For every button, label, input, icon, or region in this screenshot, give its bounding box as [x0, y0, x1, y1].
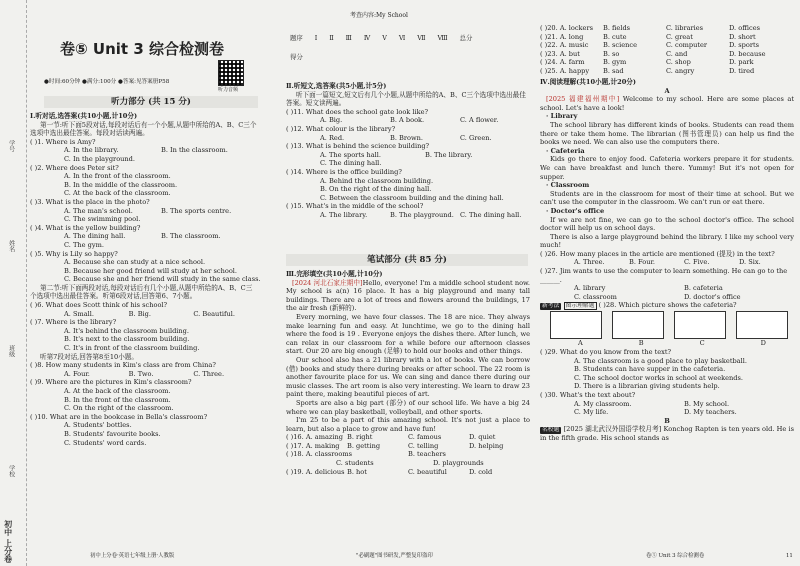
q4-option-b[interactable]: B. The classroom.	[161, 232, 221, 241]
q1-option-c[interactable]: C. In the playground.	[64, 154, 135, 163]
score-col-label: 题序	[290, 34, 303, 42]
q9-option-c[interactable]: C. On the right of the classroom.	[64, 404, 174, 413]
q28-stem: ( )28. Which picture shows the cafeteria?	[598, 301, 737, 310]
strip-label-id: 学号	[7, 140, 15, 152]
strip-label-name: 姓名	[7, 240, 15, 252]
q26-option-a[interactable]: A. Three.	[574, 258, 605, 267]
part1-block	[30, 112, 261, 447]
q5-option-c[interactable]: C. Because she and her friend will study in the same class.	[64, 275, 261, 284]
q21-option-d[interactable]: D. short	[729, 32, 756, 41]
picture-label-b: B	[638, 339, 644, 348]
score-col-8: Ⅷ	[437, 34, 448, 42]
middle-footer: "必刷题"图书研发,严整复印盗印	[356, 553, 433, 559]
q12-option-a[interactable]: A. Red.	[320, 133, 345, 142]
passage-b-text: [2025 湖北武汉外国语学校月考] Konchog Rapten is ten years old. He is in the fifth grade. His school stands as	[540, 425, 794, 443]
question-7	[30, 318, 258, 352]
q8-option-c[interactable]: C. Three.	[193, 369, 225, 378]
passage-b-intro	[540, 425, 794, 443]
middle-page	[264, 0, 536, 566]
qr-code[interactable]	[218, 60, 244, 86]
q20-option-a[interactable]: ( )20. A. lockers	[540, 24, 593, 32]
q18-option-b[interactable]: B. teachers	[408, 450, 446, 459]
q20-option-c[interactable]: C. libraries	[666, 24, 704, 32]
q17-option-b[interactable]: B. getting	[347, 441, 381, 450]
q19-option-a[interactable]: ( )19. A. delicious	[286, 467, 345, 476]
q20-option-b[interactable]: B. fields	[603, 24, 631, 32]
question-8	[30, 361, 258, 378]
left-footer: 初中上分卷·英语七年级上册·人教版	[90, 553, 175, 559]
picture-a[interactable]	[550, 311, 602, 339]
q22-option-d[interactable]: D. sports	[729, 41, 760, 50]
picture-label-a: A	[578, 339, 583, 348]
q2-option-b[interactable]: B. In the middle of the classroom.	[64, 180, 178, 189]
part4-block	[540, 78, 794, 443]
question-5	[30, 249, 261, 284]
cafeteria-heading: · Cafeteria	[546, 146, 585, 155]
q30-option-b[interactable]: B. My school.	[684, 399, 730, 408]
q25-option-a[interactable]: ( )25. A. happy	[540, 66, 590, 75]
q4-stem: ( )4. What is the yellow building?	[30, 223, 141, 232]
q2-stem: ( )2. Where does Peter sit?	[30, 163, 119, 172]
cloze-paragraph-2: Every morning, we have four classes. The 18 are nice. They always make learning fun and easy. At lunchtime, we go to the dining hall where the food is 19 . Everyone enjoys the dishes there. After lunch, we can relax in our classroom for a while before our afternoon classes start. Our 20 are big enough (足够) to hold our books and other things.	[286, 312, 530, 356]
library-text: The school library has different kinds of books. Students can read them there or take them home. The librarian (图书管理员) can help us find the books we need. We can also use the computers there.	[540, 120, 794, 147]
right-page	[536, 0, 800, 566]
q16-option-b[interactable]: B. right	[347, 433, 373, 442]
q24-option-b[interactable]: B. gym	[603, 58, 627, 67]
q2-option-c[interactable]: C. At the back of the classroom.	[64, 189, 171, 198]
cloze-source-tag: [2024 河北石家庄期中]	[292, 278, 363, 287]
score-col-3: Ⅲ	[345, 34, 352, 42]
question-18	[286, 450, 530, 459]
q22-option-a[interactable]: ( )22. A. music	[540, 41, 589, 50]
q18-option-a[interactable]: ( )18. A. classrooms	[286, 450, 353, 459]
passage-a-intro-text: Welcome to my school. Here are some places at school. Let's have a look!	[540, 95, 794, 112]
q7-stem: ( )7. Where is the library?	[30, 318, 117, 327]
q12-stem: ( )12. What colour is the library?	[286, 124, 396, 133]
q14-option-c[interactable]: C. Between the classroom building and the dining hall.	[320, 193, 504, 202]
q8-option-a[interactable]: A. Four.	[64, 369, 90, 378]
q23-option-c[interactable]: C. and	[666, 49, 688, 58]
q24-option-c[interactable]: C. shop	[666, 58, 691, 67]
q5-stem: ( )5. Why is Lily so happy?	[30, 249, 118, 258]
q23-option-b[interactable]: B. so	[603, 49, 620, 58]
q15-option-b[interactable]: B. The playground.	[390, 210, 454, 219]
q17-option-c[interactable]: C. telling	[408, 441, 439, 450]
question-1	[30, 138, 258, 164]
q2-option-a[interactable]: A. In the front of the classroom.	[64, 172, 171, 181]
exam-title: 卷⑤ Unit 3 综合检测卷	[60, 40, 224, 58]
q10-option-b[interactable]: B. Students' favourite books.	[64, 429, 161, 438]
classroom-text: Students are in the classroom for most of their time at school. But we can't use the computer in the classroom. We can't run or eat there.	[540, 189, 794, 207]
question-16	[286, 433, 530, 442]
right-footer: 卷⑤ Unit 3 综合检测卷	[646, 553, 705, 559]
question-23	[540, 50, 792, 59]
question-14	[286, 168, 530, 202]
q4-option-a[interactable]: A. The dining hall.	[64, 232, 126, 241]
q26-option-d[interactable]: D. Six.	[739, 258, 761, 267]
q3-option-b[interactable]: B. The sports centre.	[161, 206, 232, 215]
question-29	[540, 348, 794, 391]
question-2	[30, 164, 258, 198]
q27-option-c[interactable]: C. classroom	[574, 292, 617, 301]
q15-stem: ( )15. What's in the middle of the school?	[286, 202, 424, 211]
cloze-paragraph-1	[286, 279, 530, 313]
question-9	[30, 378, 258, 412]
q5-option-b[interactable]: B. Because her good friend will study at her school.	[64, 266, 238, 275]
q1-stem: ( )1. Where is Amy?	[30, 137, 96, 146]
part2-title: Ⅱ.听短文,选答案(共5小题,计5分)	[286, 82, 387, 90]
cloze-paragraph-4: Sports are also a big part (部分) of our school life. We have a big 24 where we can play basketball, volleyball, and other sports.	[286, 398, 530, 416]
q29-stem: ( )29. What do you know from the text?	[540, 348, 672, 357]
question-10	[30, 413, 258, 447]
q27-option-a[interactable]: A. library	[574, 284, 606, 293]
q7-option-b[interactable]: B. It's next to the classroom building.	[64, 335, 190, 344]
q13-stem: ( )13. What is behind the science building?	[286, 142, 430, 151]
q18-option-d[interactable]: D. playgrounds	[433, 459, 484, 468]
q25-option-b[interactable]: B. sad	[603, 66, 624, 75]
q30-option-d[interactable]: D. My teachers.	[684, 408, 737, 417]
question-4	[30, 224, 258, 250]
q1-option-b[interactable]: B. In the classroom.	[161, 146, 228, 155]
score-col-7: Ⅶ	[417, 34, 426, 42]
q27-stem: ( )27. Jim wants to use the computer to learn something. He can go to the ______.	[540, 267, 788, 284]
q7-option-c[interactable]: C. It's in front of the classroom building.	[64, 344, 200, 353]
q13-option-c[interactable]: C. The dining hall.	[320, 159, 382, 168]
strip-brand: 初中 上分卷	[3, 520, 14, 563]
q28-pictures	[540, 310, 794, 339]
page-number: 11	[786, 553, 793, 559]
q9-option-b[interactable]: B. In the front of the classroom.	[64, 395, 171, 404]
question-11	[286, 108, 530, 125]
q28-type-tag: 图示理解题	[565, 303, 595, 310]
question-17	[286, 442, 530, 451]
content-header: 考查内容:My School	[350, 12, 408, 19]
part1-instruction-1: 第一节:听下面5段对话,每段对话后有一个小题,从题中所给的A、B、C三个选项中选出最佳答案。每段对话读两遍。	[30, 120, 257, 138]
q22-option-c[interactable]: C. computer	[666, 41, 708, 50]
q22-option-b[interactable]: B. science	[603, 41, 637, 50]
cloze-paragraph-3: Our school also has a 21 library with a lot of books. We can borrow (借) books and study there during breaks or after school. The 22 room is another favourite place for us. We can sing and dance there during our music classes. The art room is also very interesting. We learn to draw 23 paint there, making beautiful pieces of art.	[286, 355, 530, 399]
passage-b-label: B	[664, 416, 670, 425]
cafeteria-text: Kids go there to enjoy food. Cafeteria workers prepare it for students. We can have breakfast and lunch there. Yummy! But it's not open for supper.	[540, 155, 794, 181]
part1-title: Ⅰ.听对话,选答案(共10小题,计10分)	[30, 112, 138, 120]
question-22	[540, 41, 792, 50]
q11-option-b[interactable]: B. A book.	[390, 116, 425, 125]
picture-label-d: D	[760, 339, 766, 348]
q17-option-a[interactable]: ( )17. A. making	[286, 441, 340, 450]
q12-option-b[interactable]: B. Brown.	[390, 133, 423, 142]
part3-block	[286, 270, 530, 476]
passage-a-source: [2025 福建福州期中]	[546, 95, 620, 104]
q24-option-a[interactable]: ( )24. A. farm	[540, 58, 585, 67]
question-18-cont	[286, 459, 530, 468]
passage-a-label: A	[664, 86, 670, 95]
q4-option-c[interactable]: C. The gym.	[64, 240, 104, 249]
q7-option-a[interactable]: A. It's behind the classroom building.	[64, 326, 189, 335]
q1-option-a[interactable]: A. In the library.	[64, 146, 119, 155]
question-28	[540, 301, 794, 348]
q25-option-d[interactable]: D. tired	[729, 66, 755, 75]
q30-option-c[interactable]: C. My life.	[574, 408, 609, 417]
question-26	[540, 250, 794, 267]
q23-option-d[interactable]: D. because	[729, 49, 766, 58]
score-col-total: 总分	[459, 34, 473, 42]
q16-option-a[interactable]: ( )16. A. amazing	[286, 433, 343, 442]
question-6	[30, 301, 258, 318]
score-col-5: Ⅴ	[382, 34, 387, 42]
q8-stem: ( )8. How many students in Kim's class are from China?	[30, 361, 216, 370]
q21-option-b[interactable]: B. cute	[603, 32, 627, 41]
strip-label-school: 学校	[7, 465, 15, 477]
q21-option-a[interactable]: ( )21. A. long	[540, 32, 584, 41]
left-page	[0, 0, 264, 566]
qr-caption: 听力音频	[218, 87, 239, 93]
score-col-1: Ⅰ	[314, 34, 318, 42]
q10-stem: ( )10. What are in the bookcase in Bella's classroom?	[30, 412, 208, 421]
q25-option-c[interactable]: C. angry	[666, 66, 695, 75]
classroom-heading: · Classroom	[546, 181, 590, 190]
question-21	[540, 33, 792, 42]
binding-strip	[0, 0, 27, 566]
q29-option-d[interactable]: D. There is a librarian giving students help.	[574, 382, 720, 391]
q14-option-a[interactable]: A. Behind the classroom building.	[320, 176, 434, 185]
listening-section-header: 听力部分 (共 15 分)	[44, 96, 258, 108]
part3-title: Ⅲ.完形填空(共10小题,计10分)	[286, 270, 383, 278]
part1-instruction-2: 第二节:听下面两段对话,每段对话后有几个小题,从题中所给的A、B、C三个选项中选出最佳答案。听第6段对话,回答第6、7小题。	[30, 283, 253, 301]
q19-option-c[interactable]: C. beautiful	[408, 467, 447, 476]
q10-option-a[interactable]: A. Students' bottles.	[64, 421, 132, 430]
q14-option-b[interactable]: B. On the right of the dining hall.	[320, 185, 432, 194]
passage-a-intro	[540, 95, 794, 112]
score-col-2: Ⅱ	[329, 34, 334, 42]
exam-meta: ●时间:60分钟 ●满分:100分 ●答案:见答案册P58	[44, 79, 170, 85]
q14-stem: ( )14. Where is the office building?	[286, 167, 402, 176]
q9-option-a[interactable]: A. At the back of the classroom.	[64, 387, 171, 395]
q6-stem: ( )6. What does Scott think of his school?	[30, 301, 168, 310]
doctor-heading: · Doctor's office	[546, 206, 605, 215]
q13-option-b[interactable]: B. The library.	[425, 150, 473, 159]
q9-stem: ( )9. Where are the pictures in Kim's classroom?	[30, 378, 192, 387]
score-table	[284, 34, 478, 61]
q26-option-b[interactable]: B. Four.	[629, 258, 655, 267]
q3-option-c[interactable]: C. The swimming pool.	[64, 215, 141, 224]
q11-option-c[interactable]: C. A flower.	[460, 116, 499, 125]
q15-option-c[interactable]: C. The dining hall.	[460, 210, 522, 219]
picture-c[interactable]	[674, 311, 726, 339]
q26-option-c[interactable]: C. Five.	[684, 258, 710, 267]
q23-option-a[interactable]: ( )23. A. but	[540, 49, 580, 58]
q17-option-d[interactable]: D. helping	[469, 441, 504, 450]
q16-option-d[interactable]: D. quiet	[469, 433, 496, 442]
q5-option-a[interactable]: A. Because she can study at a nice school.	[64, 258, 206, 267]
score-col-6: Ⅵ	[398, 34, 406, 42]
q6-option-a[interactable]: A. Small.	[64, 309, 94, 318]
question-13	[286, 142, 530, 168]
q28-picture-labels	[540, 339, 794, 348]
score-row-label: 得分	[290, 52, 303, 61]
q20-option-d[interactable]: D. offices	[729, 24, 760, 32]
q15-option-a[interactable]: A. The library.	[320, 210, 368, 219]
picture-b[interactable]	[612, 311, 664, 339]
part1-instruction-3: 听第7段对话,回答第8至10小题。	[40, 352, 139, 361]
q12-option-c[interactable]: C. Green.	[460, 133, 492, 142]
question-24	[540, 58, 792, 67]
q29-option-b[interactable]: B. Students can have supper in the cafeteria.	[574, 365, 726, 374]
score-col-4: Ⅳ	[363, 34, 371, 42]
question-19	[286, 468, 530, 477]
picture-d[interactable]	[736, 311, 788, 339]
q19-option-d[interactable]: D. cold	[469, 467, 493, 476]
strip-label-class: 班级	[7, 345, 15, 357]
cloze-options-cont	[540, 24, 792, 76]
q27-option-d[interactable]: D. doctor's office	[684, 292, 741, 301]
q30-stem: ( )30. What's the text about?	[540, 391, 636, 399]
doctor-text-2: There is also a large playground behind the library. I like my school very much!	[540, 232, 794, 250]
q10-option-c[interactable]: C. Students' word cards.	[64, 438, 147, 447]
part2-block	[286, 82, 530, 220]
question-3	[30, 198, 258, 224]
q29-option-c[interactable]: C. The school doctor works in school at weekends.	[574, 373, 743, 382]
doctor-text: If we are not fine, we can go to the school doctor's office. The school doctor will help us on school days.	[540, 215, 794, 233]
q27-option-b[interactable]: B. cafeteria	[684, 284, 723, 293]
q26-stem: ( )26. How many places in the article are mentioned (提及) in the text?	[540, 249, 775, 258]
question-20	[540, 24, 792, 33]
cloze-text-1: Hello, everyone! I'm a middle school student now. My school is a(n) 16 place. It has a big playground and many tall buildings. There are a lot of trees and flowers around the buildings, 17 the air fresh (新鲜的).	[286, 278, 530, 313]
library-heading: · Library	[546, 112, 578, 121]
q21-option-c[interactable]: C. great	[666, 32, 693, 41]
cloze-paragraph-5: I'm 25 to be a part of this amazing school. It's not just a place to learn, but also a place to grow and have fun!	[286, 416, 530, 433]
q6-option-c[interactable]: C. Beautiful.	[193, 309, 235, 318]
question-12	[286, 125, 530, 142]
q8-option-b[interactable]: B. Two.	[128, 369, 154, 378]
q18-option-c[interactable]: C. students	[336, 459, 374, 468]
q3-option-a[interactable]: A. The man's school.	[64, 206, 133, 215]
q19-option-b[interactable]: B. hot	[347, 467, 367, 476]
question-30	[540, 391, 794, 417]
question-27	[540, 267, 794, 301]
q16-option-c[interactable]: C. famous	[408, 433, 442, 442]
picture-label-c: C	[699, 339, 705, 348]
passage-b-tag: 名校题	[542, 427, 560, 434]
q11-stem: ( )11. What does the school gate look like?	[286, 107, 429, 116]
question-15	[286, 202, 530, 219]
q30-option-a[interactable]: A. My classroom.	[574, 399, 632, 408]
q28-new-tag: 新考法	[542, 303, 560, 310]
written-section-header: 笔试部分 (共 85 分)	[286, 254, 528, 266]
part4-title: Ⅳ.阅读理解(共10小题,计20分)	[540, 78, 637, 86]
q11-option-a[interactable]: A. Big.	[320, 116, 343, 125]
q13-option-a[interactable]: A. The sports hall.	[320, 150, 381, 159]
question-25	[540, 67, 792, 76]
q6-option-b[interactable]: B. Big.	[128, 309, 151, 318]
q29-option-a[interactable]: A. The classroom is a good place to play basketball.	[574, 356, 747, 365]
q24-option-d[interactable]: D. park	[729, 58, 754, 67]
q3-stem: ( )3. What is the place in the photo?	[30, 197, 150, 206]
part2-instruction: 听下面一篇短文,短文后有几个小题,从题中所给的A、B、C三个选项中选出最佳答案。短文读两遍。	[286, 90, 526, 108]
